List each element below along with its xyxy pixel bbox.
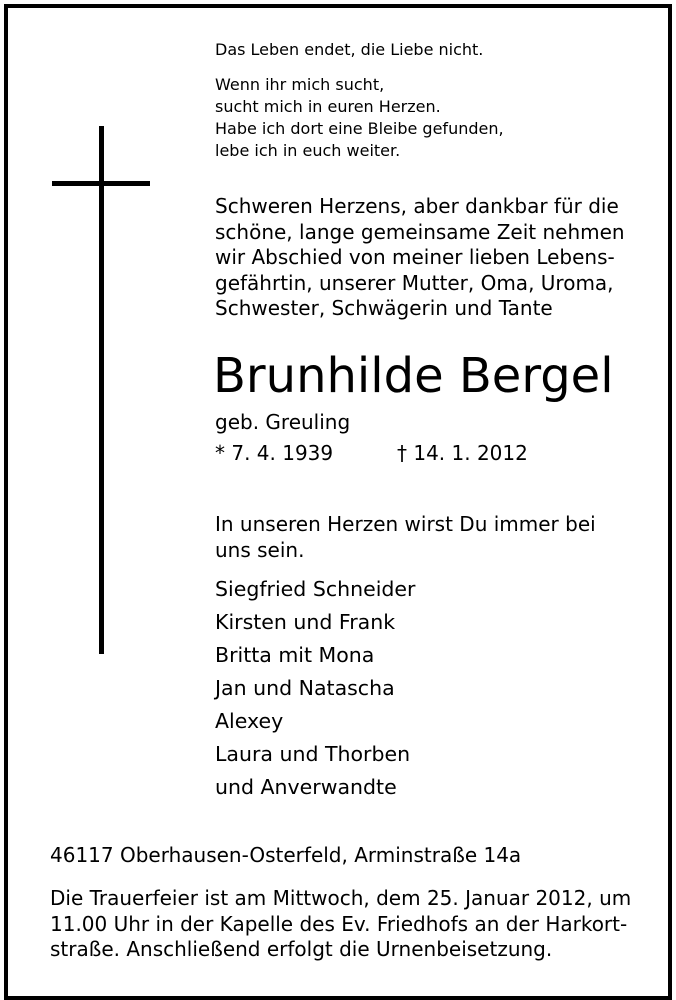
intro-line: Schwester, Schwägerin und Tante	[215, 296, 553, 320]
remembrance-line: uns sein.	[215, 537, 305, 562]
birth-date: * 7. 4. 1939	[215, 441, 334, 465]
intro-line: schöne, lange gemeinsame Zeit nehmen	[215, 219, 625, 244]
mourner-name: Laura und Thorben	[215, 742, 411, 766]
mourner-name: Britta mit Mona	[215, 643, 375, 667]
intro-line: Schweren Herzens, aber dankbar für die	[215, 194, 619, 218]
poem-line: lebe ich in euch weiter.	[215, 141, 401, 160]
mourner-name: Alexey	[215, 709, 284, 733]
death-date: † 14. 1. 2012	[397, 441, 528, 465]
funeral-info-line: Die Trauerfeier ist am Mittwoch, dem 25. Januar 2012, um	[50, 886, 632, 910]
poem-line: Wenn ihr mich sucht,	[215, 75, 385, 94]
intro-line: gefährtin, unserer Mutter, Oma, Uroma,	[215, 270, 614, 295]
mourner-name: Siegfried Schneider	[215, 577, 416, 601]
mourner-name: Jan und Natascha	[215, 676, 395, 700]
poem-line: Habe ich dort eine Bleibe gefunden,	[215, 119, 504, 138]
mourner-name: Kirsten und Frank	[215, 610, 396, 634]
birth-name: geb. Greuling	[215, 410, 351, 434]
intro-line: wir Abschied von meiner lieben Lebens-	[215, 245, 615, 269]
remembrance-line: In unseren Herzen wirst Du immer bei	[215, 512, 596, 536]
poem-line: sucht mich in euren Herzen.	[215, 97, 441, 116]
address: 46117 Oberhausen-Osterfeld, Arminstraße 14a	[50, 843, 522, 867]
mourner-name: und Anverwandte	[215, 775, 397, 799]
deceased-name: Brunhilde Bergel	[213, 348, 614, 404]
poem-first-line: Das Leben endet, die Liebe nicht.	[215, 40, 484, 59]
funeral-info-line: 11.00 Uhr in der Kapelle des Ev. Friedhofs an der Harkort-	[50, 911, 628, 936]
funeral-info-line: straße. Anschließend erfolgt die Urnenbeisetzung.	[50, 937, 553, 961]
